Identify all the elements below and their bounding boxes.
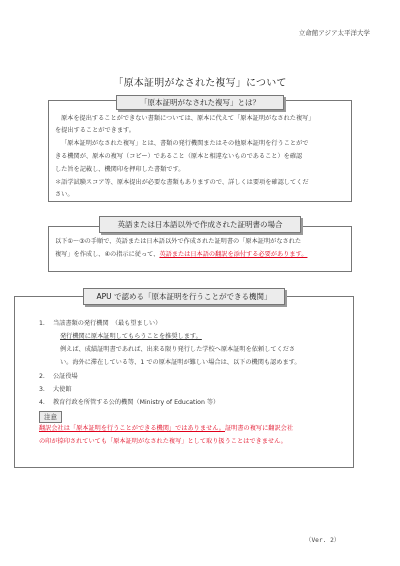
warning-text: 翻訳会社は「原本証明を行うことができる機関」ではありません。 [39,425,225,432]
section-non-english-japanese [48,220,352,272]
section-header: 「原本証明がなされた複写」とは？ [116,95,284,110]
university-name: 立命館アジア太平洋大学 [298,29,370,37]
paragraph-line: 以下①～③の手順で、英語または日本語以外で作成された証明書の「原本証明がなされた [55,238,302,245]
list-label: 教育行政を所管する公的機関（Ministry of Education 等） [53,399,220,406]
version-label: （Ver. 2） [305,537,340,544]
warning-text: 証明書の複写に翻訳会社 [225,425,294,432]
paragraph-line: ＊語学試験スコア等、原本提出が必要な書類もありますので、詳しくは要項を確認してくだ [55,179,309,186]
list-item-notary-office [39,371,78,384]
warning-line [39,423,293,436]
paragraph-line: い。海外に滞在している等、1 での原本証明が難しい場合は、以下の機関も認めます。 [60,359,301,366]
list-number: 2. [39,373,45,380]
paragraph-line: 「原本証明がなされた複写」とは、書類の発行機関またはその他原本証明を行うことがで [61,140,309,147]
list-number: 1. [39,320,45,327]
list-number: 4. [39,399,45,406]
paragraph-line [55,249,307,262]
paragraph-line: きる機関が、原本の複写（コピー）であること（原本と相違ないものであること）を確認 [55,153,303,160]
section-header: 英語または日本語以外で作成された証明書の場合 [99,216,301,233]
list-item-embassy [39,384,72,397]
list-item-education-ministry [39,397,219,410]
paragraph-line: 原本を提出することができない書類については、原本に代えて「原本証明がなされた複写」 [61,115,315,122]
list-label: 公証役場 [53,373,78,380]
list-item-issuing-institution [39,318,161,331]
list-label: 大使館 [53,386,72,393]
section-header: APU で認める「原本証明を行うことができる機関」 [83,288,285,305]
section-what-is-certified-copy [48,100,352,202]
list-number: 3. [39,386,45,393]
paragraph-line: した旨を記載し、機関印を押印した書類です。 [55,166,185,173]
warning-line: の印が捺印されていても「原本証明がなされた複写」として取り扱うことはできません。 [39,438,287,445]
list-note: （最も望ましい） [114,320,162,327]
page-title: 「原本証明がなされた複写」について [113,78,287,89]
translation-required-text: 英語または日本語の翻訳を添付する必要があります。 [159,251,308,258]
list-label: 当該書類の発行機関 [53,320,109,327]
recommendation-text: 発行機関に原本証明してもらうことを推奨します。 [60,333,202,340]
paragraph-line: 例えば、成績証明書であれば、出来る限り発行した学校へ原本証明を依頼してくださ [60,346,296,353]
section-certifying-institutions [14,292,354,468]
note-label: 注意 [39,411,62,423]
paragraph-text: 複写」を作成し、④の指示に従って、 [55,251,160,258]
paragraph-line: を提出することができます。 [55,127,135,134]
paragraph-line: さい。 [55,191,74,198]
